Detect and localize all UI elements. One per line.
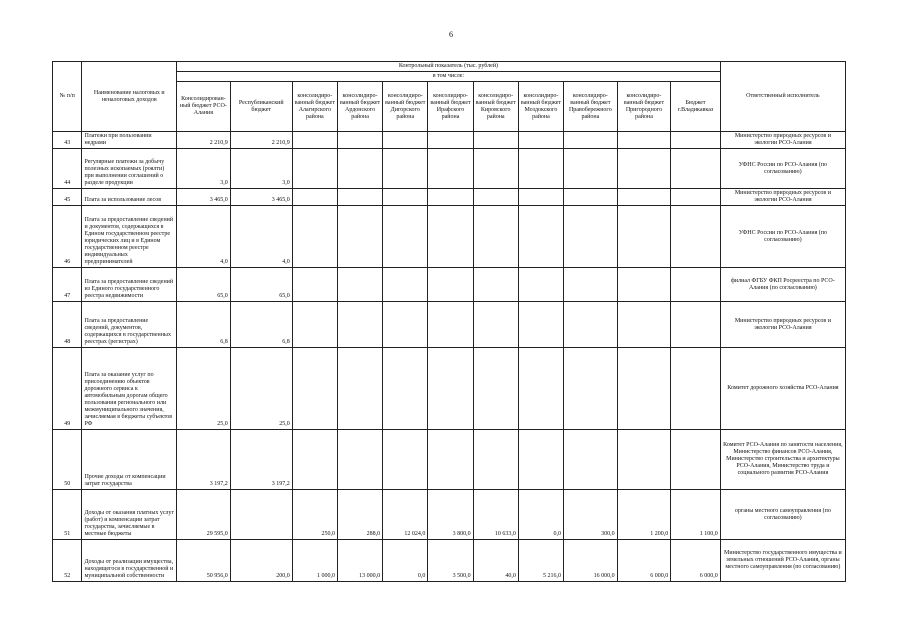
responsible-executor: филиал ФГБУ ФКП Росреестра по РСО-Алания (по согласованию) [720,268,845,302]
value-cell [337,302,382,348]
table-row [53,348,846,430]
column-header: консолидиро-ванный бюджет Дигорского района [383,82,428,132]
income-name: Платежи при пользовании недрами [82,132,177,149]
column-header: Республиканский бюджет [230,82,292,132]
table-row [53,149,846,189]
value-cell [671,206,721,268]
page-number: 6 [449,30,453,39]
responsible-executor: органы местного самоуправления (по согласованию) [720,490,845,540]
value-cell: 0,0 [518,490,563,540]
value-cell [671,268,721,302]
value-cell: 1 100,0 [671,490,721,540]
value-cell: 4,0 [177,206,231,268]
value-cell: 200,0 [230,540,292,582]
responsible-executor: Министерство природных ресурсов и экологии РСО-Алания [720,189,845,206]
value-cell [383,206,428,268]
value-cell [617,348,671,430]
value-cell [428,302,473,348]
value-cell [564,430,618,490]
income-name: Плата за предоставление сведений и документов, содержащихся в Едином государственном реестре юридических лиц и в Едином государственном реестре индивидуальных предпринимателей [82,206,177,268]
value-cell: 6 000,0 [671,540,721,582]
row-number: 49 [53,348,82,430]
value-cell [337,206,382,268]
revenue-table [52,61,846,582]
header-row-no: № п/п [53,62,82,132]
table-row [53,189,846,206]
value-cell: 3 500,0 [428,540,473,582]
value-cell [292,206,337,268]
value-cell [617,302,671,348]
responsible-executor: Министерство государственного имущества и земельных отношений РСО-Алания, органы местного самоуправления (по согласованию) [720,540,845,582]
value-cell: 4,0 [230,206,292,268]
value-cell: 3 465,0 [230,189,292,206]
value-cell [564,268,618,302]
row-number: 43 [53,132,82,149]
value-cell [428,132,473,149]
value-cell [292,132,337,149]
income-name: Доходы от оказания платных услуг (работ) и компенсации затрат государства, зачисляемые в местные бюджеты [82,490,177,540]
value-cell [337,348,382,430]
value-cell [671,189,721,206]
row-number: 51 [53,490,82,540]
responsible-executor: Комитет РСО-Алания по занятости населения, Министерство финансов РСО-Алания, Министерство строительства и архитектуры РСО-Алания, Министерство труда и социального развития РСО-Алания [720,430,845,490]
value-cell: 1 000,0 [292,540,337,582]
header-name: Наименование налоговых и неналоговых доходов [82,62,177,132]
table-row [53,490,846,540]
value-cell [617,132,671,149]
column-header: консолидиро-ванный бюджет Пригородного района [617,82,671,132]
value-cell [617,189,671,206]
column-header: Консолидирован-ный бюджет РСО-Алания [177,82,231,132]
value-cell [473,206,518,268]
value-cell [383,132,428,149]
column-header: консолидиро-ванный бюджет Моздокского района [518,82,563,132]
value-cell [428,430,473,490]
table-row [53,430,846,490]
value-cell: 6 000,0 [617,540,671,582]
value-cell: 25,0 [230,348,292,430]
value-cell: 3 197,2 [230,430,292,490]
value-cell: 5 216,0 [518,540,563,582]
income-name: Плата за использование лесов [82,189,177,206]
value-cell [292,149,337,189]
income-name: Плата за предоставление сведений, документов, содержащихся в государственных реестрах (регистрах) [82,302,177,348]
column-header: консолидиро-ванный бюджет Кировского района [473,82,518,132]
row-number: 45 [53,189,82,206]
value-cell: 1 200,0 [617,490,671,540]
value-cell: 65,0 [230,268,292,302]
value-cell [564,302,618,348]
table-row [53,132,846,149]
income-name: Регулярные платежи за добычу полезных ископаемых (роялти) при выполнении соглашений о разделе продукции [82,149,177,189]
value-cell [292,302,337,348]
value-cell [292,268,337,302]
income-name: Плата за предоставление сведений из Единого государственного реестра недвижимости [82,268,177,302]
value-cell [518,206,563,268]
value-cell [518,348,563,430]
value-cell: 3 197,2 [177,430,231,490]
value-cell [671,132,721,149]
value-cell [473,302,518,348]
column-header: консолидиро-ванный бюджет Ирафского района [428,82,473,132]
header-control: Контрольный показатель (тыс. рублей) [177,62,721,72]
responsible-executor: УФНС России по РСО-Алания (по согласованию) [720,206,845,268]
value-cell: 40,0 [473,540,518,582]
value-cell [564,132,618,149]
value-cell [292,430,337,490]
income-name: Плата за оказание услуг по присоединению объектов дорожного сервиса к автомобильным дорогам общего пользования регионального или межмуниципального значения, зачисляемая в бюджеты субъектов РФ [82,348,177,430]
value-cell: 10 633,0 [473,490,518,540]
value-cell [518,268,563,302]
row-number: 48 [53,302,82,348]
value-cell: 288,0 [337,490,382,540]
row-number: 50 [53,430,82,490]
table-row [53,302,846,348]
value-cell: 3 465,0 [177,189,231,206]
value-cell [337,132,382,149]
value-cell [428,206,473,268]
row-number: 46 [53,206,82,268]
value-cell [617,430,671,490]
value-cell: 29 595,0 [177,490,231,540]
value-cell [617,268,671,302]
value-cell [671,348,721,430]
value-cell: 6,8 [230,302,292,348]
responsible-executor: Министерство природных ресурсов и экологии РСО-Алания [720,132,845,149]
value-cell: 25,0 [177,348,231,430]
value-cell: 16 000,0 [564,540,618,582]
responsible-executor: Министерство природных ресурсов и экологии РСО-Алания [720,302,845,348]
value-cell [518,132,563,149]
value-cell: 2 210,9 [177,132,231,149]
value-cell [337,189,382,206]
row-number: 52 [53,540,82,582]
value-cell: 50 956,0 [177,540,231,582]
value-cell [564,189,618,206]
value-cell [230,490,292,540]
value-cell: 3,0 [230,149,292,189]
income-name: Прочие доходы от компенсации затрат государства [82,430,177,490]
value-cell: 6,8 [177,302,231,348]
income-name: Доходы от реализации имущества, находящегося в государственной и муниципальной собственности [82,540,177,582]
value-cell [617,206,671,268]
column-header: консолидиро-ванный бюджет Правобережного района [564,82,618,132]
value-cell: 12 024,0 [383,490,428,540]
value-cell [518,430,563,490]
value-cell: 65,0 [177,268,231,302]
table-row [53,540,846,582]
value-cell [564,149,618,189]
value-cell [473,430,518,490]
value-cell: 0,0 [383,540,428,582]
value-cell [428,348,473,430]
value-cell [671,302,721,348]
responsible-executor: Комитет дорожного хозяйства РСО-Алания [720,348,845,430]
row-number: 44 [53,149,82,189]
value-cell [473,189,518,206]
value-cell [383,348,428,430]
value-cell [518,149,563,189]
value-cell [383,430,428,490]
value-cell [473,132,518,149]
responsible-executor: УФНС России по РСО-Алания (по согласованию) [720,149,845,189]
value-cell [337,268,382,302]
table-row [53,206,846,268]
value-cell [428,189,473,206]
row-number: 47 [53,268,82,302]
value-cell [518,189,563,206]
value-cell [473,149,518,189]
column-header: консолидиро-ванный бюджет Ардонского района [337,82,382,132]
value-cell: 250,0 [292,490,337,540]
value-cell [337,149,382,189]
value-cell [292,348,337,430]
value-cell [671,430,721,490]
value-cell [473,348,518,430]
value-cell [337,430,382,490]
value-cell [564,348,618,430]
header-including: в том числе: [177,72,721,82]
column-header: Бюджет г.Владикавказ [671,82,721,132]
value-cell [383,302,428,348]
value-cell: 13 000,0 [337,540,382,582]
value-cell [383,268,428,302]
value-cell [292,189,337,206]
value-cell: 300,0 [564,490,618,540]
value-cell [617,149,671,189]
value-cell [383,189,428,206]
value-cell: 2 210,9 [230,132,292,149]
value-cell: 3 800,0 [428,490,473,540]
value-cell [473,268,518,302]
value-cell [518,302,563,348]
value-cell: 3,0 [177,149,231,189]
table-row [53,268,846,302]
header-responsible: Ответственный исполнитель [720,62,845,132]
value-cell [428,149,473,189]
value-cell [428,268,473,302]
column-header: консолидиро-ванный бюджет Алагирского района [292,82,337,132]
value-cell [671,149,721,189]
value-cell [564,206,618,268]
value-cell [383,149,428,189]
